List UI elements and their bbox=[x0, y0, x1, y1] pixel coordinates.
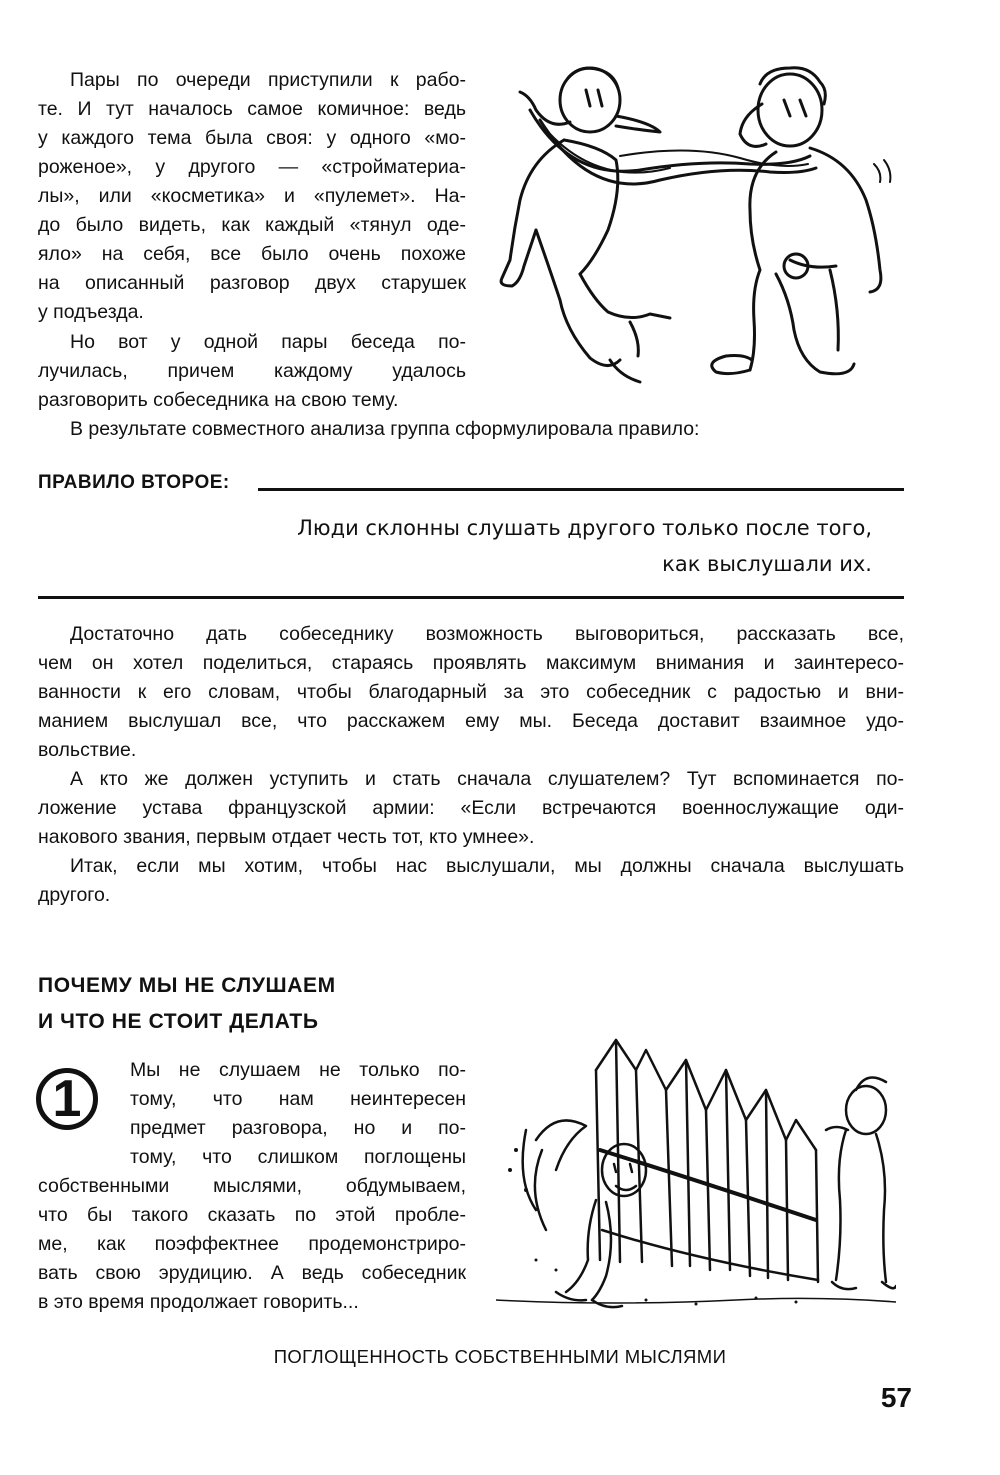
section-heading bbox=[38, 968, 336, 1040]
section-heading-line-2: И ЧТО НЕ СТОИТ ДЕЛАТЬ bbox=[38, 1010, 319, 1033]
text-line: тому, что нам неинтересен bbox=[130, 1088, 466, 1110]
text-line: манием выслушал все, что расскажем ему мы. Беседа доставит взаимное удо- bbox=[38, 710, 904, 732]
text-line: ванности к его словам, чтобы благодарный за это собеседник с радостью и вни- bbox=[38, 681, 904, 703]
rule-text-line-2: как выслушали их. bbox=[662, 552, 872, 576]
rule-title: ПРАВИЛО ВТОРОЕ: bbox=[38, 472, 230, 493]
text-line: лучилась, причем каждому удалось bbox=[38, 360, 466, 382]
text-line: до было видеть, как каждый «тянул оде- bbox=[38, 214, 466, 236]
text-line: те. И тут началось самое комичное: ведь bbox=[38, 98, 466, 120]
text-line: вать свою эрудицию. А ведь собеседник bbox=[38, 1262, 466, 1284]
text-line: на описанный разговор двух старушек bbox=[38, 272, 466, 294]
text-line: предмет разговора, но и по- bbox=[130, 1117, 466, 1139]
right-man-head bbox=[758, 74, 822, 146]
text-line: разговорить собеседника на свою тему. bbox=[38, 389, 399, 411]
text-line: Мы не слушаем не только по- bbox=[130, 1059, 466, 1081]
section-heading-line-1: ПОЧЕМУ МЫ НЕ СЛУШАЕМ bbox=[38, 974, 336, 997]
text-line: яло» на себя, все было очень похоже bbox=[38, 243, 466, 265]
text-line: роженое», у другого — «стройматериа- bbox=[38, 156, 466, 178]
section-paragraph-indented bbox=[130, 1056, 466, 1172]
text-line: В результате совместного анализа группа сформулировала правило: bbox=[70, 418, 700, 440]
section-paragraph-full bbox=[38, 1172, 466, 1317]
text-line: Достаточно дать собеседнику возможность выговориться, рассказать все, bbox=[70, 623, 904, 645]
text-line: А кто же должен уступить и стать сначала слушателем? Тут вспоминается по- bbox=[70, 768, 904, 790]
rule-underline bbox=[258, 488, 904, 491]
two-men-pulling-blanket-illustration bbox=[490, 60, 900, 395]
right-man-head bbox=[846, 1086, 886, 1134]
third-paragraph bbox=[70, 415, 890, 444]
text-line: лы», или «косметика» и «пулемет». На- bbox=[38, 185, 466, 207]
body-paragraph-2 bbox=[38, 765, 904, 852]
text-line: у каждого тема была своя: у одного «мо- bbox=[38, 127, 466, 149]
text-line: накового звания, первым отдает честь тот, кто умнее». bbox=[38, 826, 535, 848]
second-paragraph bbox=[38, 328, 466, 415]
text-line: Но вот у одной пары беседа по- bbox=[70, 331, 466, 353]
text-line: Итак, если мы хотим, чтобы нас выслушали, мы должны сначала выслушать bbox=[70, 855, 904, 877]
text-line: чем он хотел поделиться, стараясь проявлять максимум внимания и заинтересо- bbox=[38, 652, 904, 674]
text-line: в это время продолжает говорить... bbox=[38, 1291, 359, 1313]
rule-bottom-divider bbox=[38, 596, 904, 599]
body-paragraph-1 bbox=[38, 620, 904, 765]
text-line: ме, как поэффектнее продемонстриро- bbox=[38, 1233, 466, 1255]
text-line: вольствие. bbox=[38, 739, 137, 761]
text-line: ложение устава французской армии: «Если встречаются военнослужащие оди- bbox=[38, 797, 904, 819]
text-line: тому, что слишком поглощены bbox=[130, 1146, 466, 1168]
intro-paragraph bbox=[38, 66, 466, 327]
text-line: Пары по очереди приступили к рабо- bbox=[70, 69, 466, 91]
page-number: 57 bbox=[880, 1382, 912, 1413]
item-number-badge: 1 bbox=[36, 1068, 98, 1130]
text-line: собственными мыслями, обдумываем, bbox=[38, 1175, 466, 1197]
fence-illustration bbox=[496, 1030, 896, 1325]
text-line: что бы такого сказать по этой пробле- bbox=[38, 1204, 466, 1226]
rule-text-line-1: Люди склонны слушать другого только после того, bbox=[297, 516, 872, 540]
illustration-caption: ПОГЛОЩЕННОСТЬ СОБСТВЕННЫМИ МЫСЛЯМИ bbox=[273, 1346, 727, 1367]
text-line: у подъезда. bbox=[38, 301, 144, 323]
text-line: другого. bbox=[38, 884, 111, 906]
body-paragraph-3 bbox=[38, 852, 904, 910]
